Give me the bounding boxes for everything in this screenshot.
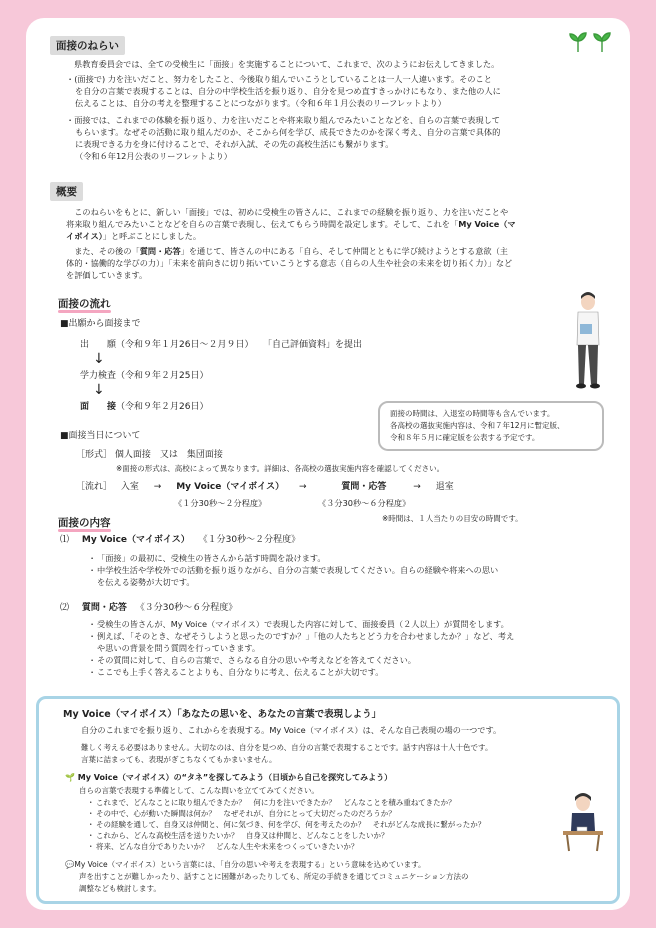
content-item-2-bullets: ・ 受検生の皆さんが、My Voice（マイボイス）で表現した内容に対して、面接委員（２人以上）が質問をします。 ・ 例えば、「そのとき、なぜそうしようと思ったのですか？」「他の人たちとどう力を合わせましたか？」など、考え や思いの背景を問う質問を行っていきます。 ・ その質問に対して、自らの言葉で、さらなる自分の思いや考えなどを答えてください。 ・ ここでも上手く答えることよりも、自分なりに考え、伝えることが大切です。 (88, 618, 514, 678)
section-title-aim: 面接のねらい (50, 36, 125, 55)
my-voice-p2: 難しく考える必要はありません。大切なのは、自分を見つめ、自分の言葉で表現することです。話す内容は十人十色です。 (81, 743, 493, 752)
section-title-overview: 概要 (50, 182, 83, 201)
aim-bullet-1: ・(面接で) 力を注いだこと、努力をしたこと、今後取り組んでいこうとしていることは一人一人違います。そのこと を自分の言葉で表現することは、自分の中学校生活を振り返り、自分を見つめ直すきっかけにもなり、また他の人に 伝えることは、自分の考えを整理することにつながります。（令和６年１月公表のリーフレットより） (66, 74, 501, 108)
aim-bullet-2: ・面接では、これまでの体験を振り返り、力を注いだことや将来取り組んでみたいことなどを、自らの言葉で表現して もらいます。なぜその活動に取り組んだのか、そこから何を学び、成長できたのかを深く考え、自分の言葉で具体的 に表現できる力を身に付けることで、それが入試、その先の高校生活にも繋がります。 （令和６年12月公表のリーフレットより） (66, 115, 501, 161)
sprout-icon (568, 28, 618, 54)
section-title-flow: 面接の流れ (58, 298, 111, 310)
flow-interview-row: 面 接（令和９年２月26日） (80, 402, 209, 412)
section-title-content: 面接の内容 (58, 517, 111, 529)
student-at-desk-illustration (557, 791, 609, 853)
my-voice-p1: 自分のこれまでを振り返り、これからを表現する。My Voice（マイボイス）は、そんな自己表現の場の一つです。 (81, 725, 502, 735)
flow-exam-row: 学力検査（令和９年２月25日） (80, 371, 209, 381)
sprout-icon: 🌱 (65, 773, 75, 782)
my-voice-p3: 言葉に詰まっても、表現がぎこちなくてもかまいません。 (81, 755, 277, 764)
qa-time: 《３分30秒～６分程度》 (318, 498, 411, 508)
my-voice-footnote-2: 声を出すことが難しかったり、話すことに困難があったりしても、所定の手続きを通じてコミュニケーション方法の (79, 872, 469, 881)
content-item-1-heading: ⑴ My Voice（マイボイス） 《１分30秒～２分程度》 (60, 535, 301, 545)
down-arrow-icon: ↓ (93, 351, 105, 367)
my-voice-footnote-1: 💬My Voice（マイボイス）という言葉には、「自分の思いや考えを表現する」という意味を込めています。 (65, 860, 426, 869)
content-item-2-heading: ⑵ 質問・応答 《３分30秒～６分程度》 (60, 603, 238, 613)
seed-questions: ・ これまで、どんなことに取り組んできたか？ 何に力を注いできたか？ どんなことを積み重ねてきたか？ ・ その中で、心が動いた瞬間は何か？ なぜそれが、自分にとって大切だったのだろうか？ ・ その経験を通して、自身又は仲間と、何に気づき、何を学び、何を考えたのか？ それがどんな成長に繋がったか？ ・ これから、どんな高校生活を送りたいか？ 自身又は仲間と、どんなことをしたいか？ ・ 将来、どんな自分でありたいか？ どんな人生や未来をつくっていきたいか？ (87, 797, 485, 852)
interview-time-note-box: 面接の時間は、入退室の時間等も含んでいます。 各高校の選抜実施内容は、令和７年12月に暫定版、 令和８年５月に確定版を公表する予定です。 (378, 401, 604, 451)
interview-format: ［形式］ 個人面接 又は 集団面接 (76, 450, 223, 460)
time-note: ※時間は、１人当たりの目安の時間です。 (382, 514, 523, 523)
interview-flow-row: ［流れ］ 入室 → My Voice（マイボイス） → 質問・応答 → 退室 (76, 482, 454, 492)
overview-paragraph-2: また、その後の「質問・応答」を通じて、皆さんの中にある「自ら、そして仲間とともに学び続けようとする意欲（主 体的・協働的な学びの力）」「未来を前向きに切り拓いていこうとする意志（自らの人生や社会の未来を切り拓く力）」など を評価していきます。 (66, 246, 513, 280)
my-voice-time: 《１分30秒～２分程度》 (174, 498, 267, 508)
info-icon: 💬 (65, 860, 75, 869)
flow-heading-day: ■面接当日について (60, 431, 141, 441)
my-voice-box-title: My Voice（マイボイス）「あなたの思いを、あなたの言葉で表現しよう」 (63, 709, 382, 720)
seed-heading: 🌱 My Voice（マイボイス）の“タネ”を探してみよう（日頃から自己を探究してみよう） (65, 773, 393, 782)
interview-format-note: ※面接の形式は、高校によって異なります。詳細は、各高校の選抜実施内容を確認してください。 (116, 464, 445, 473)
my-voice-footnote-3: 調整なども検討します。 (79, 884, 161, 893)
aim-intro: 県教育委員会では、全ての受検生に「面接」を実施することについて、これまで、次のようにお伝えしてきました。 (74, 59, 500, 69)
flow-application-row: 出 願（令和９年１月26日～２月９日） 「自己評価資料」を提出 (80, 340, 362, 350)
student-standing-illustration (566, 290, 608, 390)
page (26, 18, 630, 910)
my-voice-box (36, 696, 620, 904)
seed-subheading: 自らの言葉で表現する準備として、こんな問いを立ててみてください。 (79, 786, 319, 795)
flow-heading-application: ■出願から面接まで (60, 319, 141, 329)
down-arrow-icon: ↓ (93, 382, 105, 398)
content-item-1-bullets: ・ 「面接」の最初に、受検生の皆さんから話す時間を設けます。 ・ 中学校生活や学校外での活動を振り返りながら、自分の言葉で表現してください。自らの経験や将来への思い を伝える姿勢が大切です。 (88, 552, 498, 588)
overview-paragraph-1: このねらいをもとに、新しい「面接」では、初めに受検生の皆さんに、これまでの経験を振り返り、力を注いだことや 将来取り組んでみたいことなどを自らの言葉で表現し、伝えてもらう時間を設定します。そして、これを「My Voice（マ イボイス）」と呼ぶことにしました。 (66, 207, 516, 241)
